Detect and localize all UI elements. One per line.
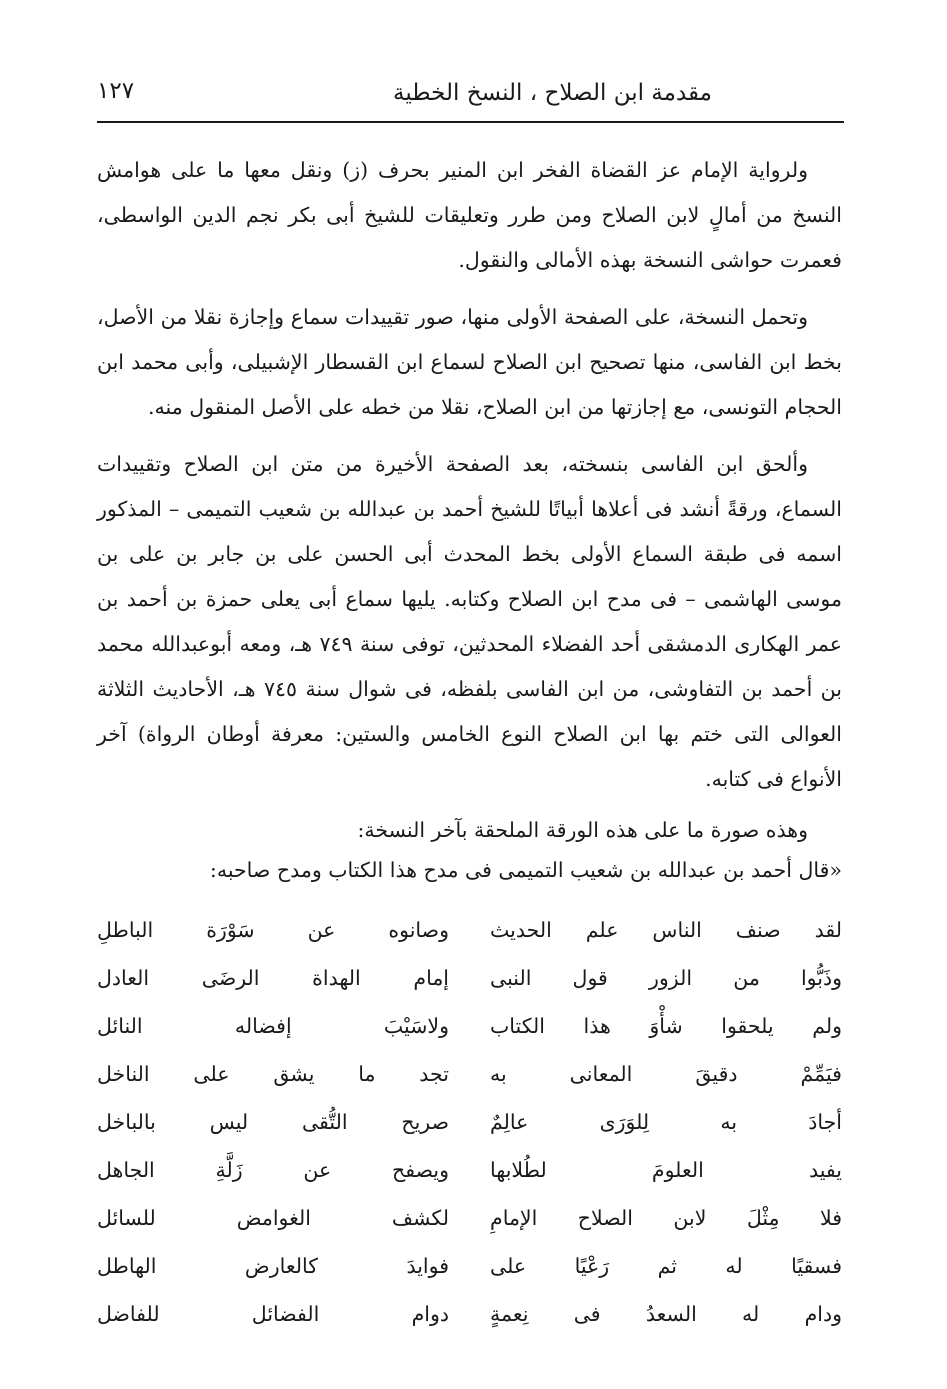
page-number: ١٢٧: [97, 78, 135, 104]
poem: [97, 906, 842, 1338]
hemistich-first: لقد صنف الناس علم الحديث: [490, 918, 842, 942]
verse: [97, 954, 842, 1002]
hemistich-first: فسقيًا له ثم رَعْيًا على: [490, 1254, 842, 1278]
page-header: [97, 72, 842, 122]
header-rule: [97, 121, 844, 123]
hemistich-second: صريح التُّقى ليس بالباخل: [97, 1110, 449, 1134]
hemistich-second: تجد ما يشق على الناخل: [97, 1062, 449, 1086]
hemistich-second: فوايدَ كالعارض الهاطل: [97, 1254, 449, 1278]
hemistich-first: وذَبُّوا من الزور قول النبى: [490, 966, 842, 990]
hemistich-second: وصانوه عن سَوْرَة الباطلِ: [97, 918, 449, 942]
hemistich-second: ولاسَيْبَ إفضاله النائل: [97, 1014, 449, 1038]
quote-line: «قال أحمد بن عبدالله بن شعيب التميمى فى مدح هذا الكتاب ومدح صاحبه:: [209, 858, 842, 882]
verse: [97, 906, 842, 954]
verse: [97, 1146, 842, 1194]
paragraph-3: وألحق ابن الفاسى بنسخته، بعد الصفحة الأخيرة من متن ابن الصلاح وتقييدات السماع، ورقةً أنشد فى أعلاها أبياتًا للشيخ أحمد بن عبدالله بن شعيب التميمى – المذكور اسمه فى طبقة السماع الأولى بخط المحدث أبى الحسن على بن جابر بن على بن موسى الهاشمى – فى مدح ابن الصلاح وكتابه. يليها سماع أبى يعلى حمزة بن أحمد بن عمر الهكارى الدمشقى أحد الفضلاء المحدثين، توفى سنة ٧٤٩ هـ، ومعه أبوعبدالله محمد بن أحمد بن التفاوشى، من ابن الفاسى بلفظه، فى شوال سنة ٧٤٥ هـ، الأحاديث الثلاثة العوالى التى ختم بها ابن الصلاح النوع الخامس والستين: معرفة أوطان الرواة) آخر الأنواع فى كتابه.: [97, 452, 842, 791]
verse: [97, 1242, 842, 1290]
verse: [97, 1194, 842, 1242]
hemistich-second: ويصفح عن زَلَّةِ الجاهل: [97, 1158, 449, 1182]
hemistich-first: فلا مِثْلَ لابن الصلاح الإمامِ: [490, 1206, 842, 1230]
hemistich-second: لكشف الغوامض للسائل: [97, 1206, 449, 1230]
hemistich-first: ولم يلحقوا شأْوَ هذا الكتاب: [490, 1014, 842, 1038]
paragraph-2: وتحمل النسخة، على الصفحة الأولى منها، صور تقييدات سماع وإجازة نقلا من الأصل، بخط ابن الفاسى، منها تصحيح ابن الصلاح لسماع ابن القسطار الإشبيلى، وأبى محمد ابن الحجام التونسى، مع إجازتها من ابن الصلاح، نقلا من خطه على الأصل المنقول منه.: [97, 305, 842, 419]
hemistich-second: دوام الفضائل للفاضل: [97, 1302, 449, 1326]
verse: [97, 1050, 842, 1098]
hemistich-first: فيَمِّمْ دقيقَ المعانى به: [490, 1062, 842, 1086]
hemistich-second: إمام الهداة الرضَى العادل: [97, 966, 449, 990]
verse: [97, 1002, 842, 1050]
running-title: مقدمة ابن الصلاح ، النسخ الخطية: [393, 80, 712, 106]
verse: [97, 1290, 842, 1338]
intro-line: وهذه صورة ما على هذه الورقة الملحقة بآخر النسخة:: [357, 818, 808, 842]
hemistich-first: أجادَ به لِلوَرَى عالِمٌ: [490, 1110, 842, 1134]
paragraph-1: ولرواية الإمام عز القضاة الفخر ابن المنير بحرف (ز) ونقل معها ما على هوامش النسخ من أمالٍ لابن الصلاح ومن طرر وتعليقات للشيخ أبى بكر نجم الدين الواسطى، فعمرت حواشى النسخة بهذه الأمالى والنقول.: [97, 158, 842, 272]
body-text: [97, 148, 842, 890]
hemistich-first: ودام له السعدُ فى نِعمةٍ: [490, 1302, 842, 1326]
hemistich-first: يفيد العلومَ لطُلابها: [490, 1158, 842, 1182]
verse: [97, 1098, 842, 1146]
